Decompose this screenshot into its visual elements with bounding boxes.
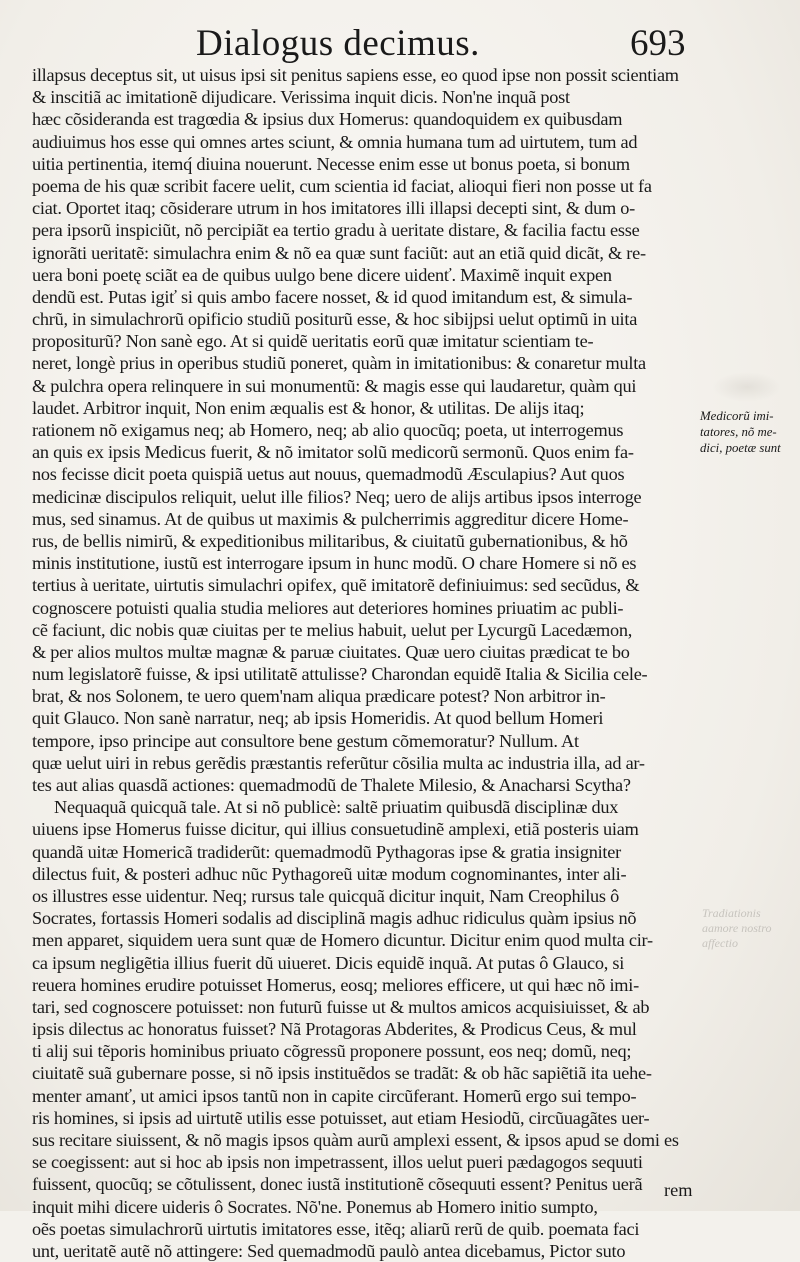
text-line: dilectus fuit, & posteri adhuc nũc Pythagoreũ uitæ modum cognominantes, inter ali- <box>32 863 627 884</box>
text-line: ciat. Oportet itaq; cõsiderare utrum in hos imitatores illi illapsi decepti sint, & dum o- <box>32 198 635 219</box>
text-line: rationem nõ exigamus neq; ab Homero, neq; ab alio quocũq; poeta, ut interrogemus <box>32 420 624 440</box>
text-line: pera ipsorũ inspiciũt, nõ percipiãt ea tertio gradu à ueritate distare, & facilia factu esse <box>32 220 640 241</box>
page-header <box>0 18 800 68</box>
marginal-note-line: dici, poetæ sunt <box>700 441 781 455</box>
text-line: ti alij sui tẽporis hominibus priuato cõgressũ proponere possunt, eos neq; domũ, neq; <box>32 1041 632 1062</box>
text-line: oẽs poetas simulachrorũ uirtutis imitatores esse, itẽq; aliarũ rerũ de quib. poemata faci <box>32 1218 640 1239</box>
text-line: sus recitare siuissent, & nõ magis ipsos quàm aurũ amplexi essent, & ipsos apud se domi es <box>32 1130 679 1150</box>
text-line: tes aut alias quasdã actiones: quemadmodũ de Thalete Milesio, & Anacharsi Scytha? <box>32 775 631 795</box>
text-line: & per alios multos multæ magnæ & paruæ ciuitates. Quæ uero ciuitas prædicat te bo <box>32 641 630 662</box>
text-line: ipsis dilectus ac honoratus fuisset? Nã Protagoras Abderites, & Prodicus Ceus, & mul <box>32 1019 637 1040</box>
text-line: ignorãti ueritatẽ: simulachra enim & nõ ea quæ sunt faciũt: aut an etiã quid dicãt, & re- <box>32 242 646 263</box>
text-line: fuissent, quocũq; se cõtulissent, donec iustã institutionẽ cõsequuti essent? Penitus uerã <box>32 1174 643 1195</box>
text-line: men apparet, siquidem uera sunt quæ de Homero dicuntur. Dicitur enim quod multa cir- <box>32 930 653 951</box>
text-line: reuera homines erudire potuisset Homerus, eosq; meliores efficere, ut qui hæc nõ imi- <box>32 974 639 995</box>
text-line: uiuens ipse Homerus fuisse dicitur, qui illius consuetudinẽ amplexi, etiã posteris uiam <box>32 819 639 840</box>
running-title: Dialogus decimus. <box>196 23 480 64</box>
text-line: nos fecisse dicit poeta quispiã uetus aut nouus, quemadmodũ Æsculapius? Aut quos <box>32 464 625 485</box>
text-line: medicinæ discipulos reliquit, uelut ille filios? Neq; uero de alijs artibus ipsos interroge <box>32 486 642 507</box>
text-line: ciuitatẽ suã gubernare posse, si nõ ipsis instituẽdos se tradãt: & ob hãc sapiẽtiã ita uehe- <box>32 1063 652 1084</box>
text-line: & inscitiã ac imitationẽ dijudicare. Verissima inquit dicis. Non'ne inquã post <box>32 87 570 108</box>
text-line: minis institutione, iustũ est interrogare ipsum in hunc modũ. O chare Homere si nõ es <box>32 553 637 574</box>
text-line: ca ipsum negligẽtia illius fuerit dũ uiueret. Dicis equidẽ inquã. At putas ô Glauco, si <box>32 952 625 973</box>
text-line: uitia pertinentia, itemq́ diuina nouerunt. Necesse enim esse ut bonus poeta, si bonum <box>32 153 630 174</box>
text-line: inquit mihi dicere uideris ô Socrates. Nõ'ne. Ponemus ab Homero initio sumpto, <box>32 1196 598 1217</box>
text-line: cognoscere potuisti qualia studia meliores aut deteriores homines priuatim ac publi- <box>32 597 624 618</box>
text-line: tempore, ipso principe aut consultore bene gestum cõmemoratur? Nullum. At <box>32 730 579 751</box>
text-line: tertius à ueritate, uirtutis simulachri opifex, quẽ imitatorẽ definiuimus: sed secũdus, & <box>32 575 640 596</box>
page-number: 693 <box>630 23 686 64</box>
text-line: audiuimus hos esse qui omnes artes sciunt, & omnia humana tum ad uirtutem, tum ad <box>32 131 638 152</box>
text-line: quæ uelut uiri in rebus gerẽdis præstantis referũtur cõsilia multa ac industria illa, ad ar- <box>32 752 645 773</box>
text-line: rus, de bellis nimirũ, & expeditionibus militaribus, & ciuitatũ gubernationibus, & hõ <box>32 530 628 551</box>
text-line: & pulchra opera relinquere in sui monumentũ: & magis esse qui laudaretur, quàm qui <box>32 375 637 396</box>
text-line: propositurũ? Non sanè ego. At si quidẽ ueritatis eorũ quæ imitatur scientiam te- <box>32 331 594 352</box>
marginal-note <box>700 408 796 456</box>
show-through-line: aamore nostro <box>702 921 772 935</box>
text-line: dendũ est. Putas igiť si quis ambo facere nosset, & id quod imitandum est, & simula- <box>32 286 633 307</box>
text-line: illapsus deceptus sit, ut uisus ipsi sit penitus sapiens esse, eo quod ipse non possit scientiam <box>32 65 679 85</box>
marginal-note-line: tatores, nõ me- <box>700 425 777 439</box>
text-line: os illustres esse uidentur. Neq; rursus tale quicquã dicitur inquit, Nam Creophilus ô <box>32 885 620 906</box>
text-line: ris homines, si ipsis ad uirtutẽ utilis esse potuisset, aut etiam Hesiodũ, circũuagãtes uer- <box>32 1107 650 1128</box>
text-line: tari, sed cognoscere potuisset: non futurũ fuisse ut & multos amicos acquisiuisset, & ab <box>32 996 650 1017</box>
text-line: neret, longè prius in operibus studiũ poneret, quàm in imitationibus: & conaretur multa <box>32 353 646 374</box>
text-line: chrũ, in simulachrorũ opificio studiũ positurũ esse, & hoc sibijpsi uelut optimũ in uita <box>32 309 638 330</box>
show-through-line: Tradiationis <box>702 906 761 920</box>
text-line: quit Glauco. Non sanè narratur, neq; ab ipsis Homeridis. At quod bellum Homeri <box>32 708 604 729</box>
text-line: se coegissent: aut si hoc ab ipsis non impetrassent, illos uelut pueri pædagogos sequuti <box>32 1152 643 1173</box>
show-through-line: affectio <box>702 936 738 950</box>
text-line: brat, & nos Solonem, te uero quem'nam aliqua prædicare potest? Non arbitror in- <box>32 686 606 707</box>
text-line: menter amanť, ut amici ipsos tantũ non in capite circũferant. Homerũ ergo sui tempo- <box>32 1085 637 1106</box>
show-through-note <box>702 906 771 951</box>
marginal-note-line: Medicorũ imi- <box>700 409 774 423</box>
catchword: rem <box>664 1180 693 1200</box>
text-line: Socrates, fortassis Homeri sodalis ad disciplinã magis adhuc ridiculus quàm ipsius nõ <box>32 908 637 929</box>
text-line: unt, ueritatẽ autẽ nõ attingere: Sed quemadmodũ paulò antea dicebamus, Pictor suto <box>32 1240 626 1261</box>
text-line: uera boni poetę sciãt ea de quibus uulgo bene dicere uidenť. Maximẽ inquit expen <box>32 264 612 285</box>
text-line: cẽ faciunt, dic nobis quæ ciuitas per te melius habuit, uelut per Lycurgũ Lacedæmon, <box>32 619 633 640</box>
text-line: Nequaquã quicquã tale. At si nõ publicè: saltẽ priuatim quibusdã disciplinæ dux <box>54 797 619 818</box>
text-line: quandã uitæ Homericã tradiderũt: quemadmodũ Pythagoras ipse & gratia insigniter <box>32 841 621 862</box>
text-line: laudet. Arbitror inquit, Non enim æqualis est & honor, & utilitas. De alijs itaq; <box>32 397 585 418</box>
text-line: num legislatorẽ fuisse, & ipsi utilitatẽ attulisse? Charondan equidẽ Italia & Sicilia cele- <box>32 664 648 685</box>
text-line: poema de his quæ scribit facere uelit, cum scientia id faciat, alioqui fieri non posse ut fa <box>32 175 652 196</box>
text-line: mus, sed sinamus. At de quibus ut maximis & pulcherrimis aggreditur dicere Home- <box>32 508 629 529</box>
text-line: hæc cõsideranda est tragœdia & ipsius dux Homerus: quandoquidem ex quibusdam <box>32 109 623 130</box>
margin-smudge <box>712 372 782 402</box>
main-text-block <box>32 64 698 1262</box>
text-line: an quis ex ipsis Medicus fuerit, & nõ imitator solũ medicorũ sermonũ. Quos enim fa- <box>32 442 634 463</box>
